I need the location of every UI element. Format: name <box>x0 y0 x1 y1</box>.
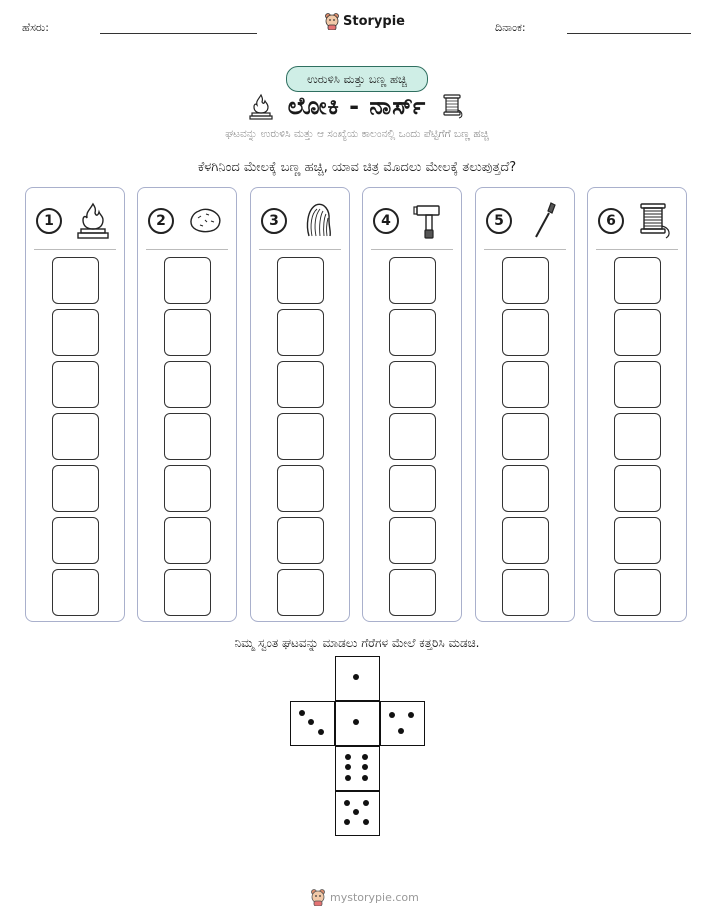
color-box[interactable] <box>277 361 324 408</box>
column-divider <box>371 249 453 250</box>
color-box[interactable] <box>52 517 99 564</box>
column-3 <box>250 187 350 622</box>
color-box[interactable] <box>164 257 211 304</box>
color-box[interactable] <box>52 465 99 512</box>
die-face-1 <box>335 656 380 701</box>
column-4 <box>362 187 462 622</box>
footer-url[interactable]: mystorypie.com <box>330 890 419 904</box>
color-box[interactable] <box>502 309 549 356</box>
name-line[interactable] <box>100 33 257 34</box>
brand-logo <box>324 12 405 30</box>
color-box[interactable] <box>389 257 436 304</box>
die-face-1 <box>335 701 380 746</box>
die-pip <box>299 710 305 716</box>
die-face-5 <box>335 791 380 836</box>
column-divider <box>484 249 566 250</box>
bear-logo-icon <box>324 12 340 30</box>
die-pip <box>362 775 368 781</box>
die-face-6 <box>335 746 380 791</box>
color-box[interactable] <box>502 517 549 564</box>
color-box[interactable] <box>277 413 324 460</box>
color-box[interactable] <box>164 309 211 356</box>
date-label: ದಿನಾಂಕ: <box>495 21 526 34</box>
color-box[interactable] <box>614 465 661 512</box>
color-box[interactable] <box>277 257 324 304</box>
column-number: 5 <box>486 208 512 234</box>
color-box[interactable] <box>52 257 99 304</box>
color-box[interactable] <box>52 361 99 408</box>
color-box[interactable] <box>164 413 211 460</box>
color-box[interactable] <box>277 517 324 564</box>
color-box[interactable] <box>164 569 211 616</box>
die-face-3 <box>290 701 335 746</box>
color-box[interactable] <box>164 465 211 512</box>
die-face-3 <box>380 701 425 746</box>
color-box[interactable] <box>52 309 99 356</box>
fire-altar-icon <box>248 92 274 120</box>
die-pip <box>353 719 359 725</box>
question: ಕೆಳಗಿನಿಂದ ಮೇಲಕ್ಕೆ ಬಣ್ಣ ಹಚ್ಚಿ, ಯಾವ ಚಿತ್ರ ಮೊದಲು ಮೇಲಕ್ಕೆ ತಲುಪುತ್ತದೆ? <box>197 160 517 175</box>
column-2 <box>137 187 237 622</box>
color-box[interactable] <box>277 569 324 616</box>
color-box[interactable] <box>389 569 436 616</box>
color-box[interactable] <box>614 257 661 304</box>
column-divider <box>146 249 228 250</box>
die-pip <box>398 728 404 734</box>
column-divider <box>596 249 678 250</box>
color-box[interactable] <box>389 465 436 512</box>
color-box[interactable] <box>614 309 661 356</box>
rock-icon <box>186 200 224 240</box>
page-title: ಲೋಕಿ - ನಾರ್ಸ್ <box>287 92 427 120</box>
color-box[interactable] <box>164 517 211 564</box>
fire-altar-icon <box>74 200 112 240</box>
brand-name: Storypie <box>343 13 405 29</box>
die-pip <box>345 775 351 781</box>
column-number: 1 <box>36 208 62 234</box>
die-pip <box>353 674 359 680</box>
color-box[interactable] <box>502 361 549 408</box>
hair-icon <box>299 200 337 240</box>
color-box[interactable] <box>52 413 99 460</box>
column-1 <box>25 187 125 622</box>
color-box[interactable] <box>614 361 661 408</box>
column-number: 3 <box>261 208 287 234</box>
die-pip <box>353 809 359 815</box>
die-pip <box>363 819 369 825</box>
spear-icon <box>524 200 562 240</box>
column-number: 2 <box>148 208 174 234</box>
color-box[interactable] <box>389 517 436 564</box>
color-box[interactable] <box>502 569 549 616</box>
column-5 <box>475 187 575 622</box>
die-pip <box>345 764 351 770</box>
color-box[interactable] <box>389 361 436 408</box>
column-number: 6 <box>598 208 624 234</box>
column-6 <box>587 187 687 622</box>
thread-spool-icon <box>440 92 466 120</box>
subtitle: ಘಟವನ್ನು ಉರುಳಿಸಿ ಮತ್ತು ಆ ಸಂಖ್ಯೆಯ ಕಾಲಂನಲ್ಲಿ ಒಂದು ಪೆಟ್ಟಿಗೆಗೆ ಬಣ್ಣ ಹಚ್ಚಿ <box>225 128 489 140</box>
bear-logo-icon <box>310 888 326 906</box>
cut-fold-instruction: ನಿಮ್ಮ ಸ್ವಂತ ಘಟವನ್ನು ಮಾಡಲು ಗೆರೆಗಳ ಮೇಲೆ ಕತ್ತರಿಸಿ ಮಡಚಿ. <box>234 636 480 650</box>
color-box[interactable] <box>277 309 324 356</box>
color-box[interactable] <box>502 257 549 304</box>
color-box[interactable] <box>164 361 211 408</box>
thread-spool-icon <box>636 200 674 240</box>
die-pip <box>408 712 414 718</box>
column-divider <box>259 249 341 250</box>
color-box[interactable] <box>502 465 549 512</box>
column-divider <box>34 249 116 250</box>
color-box[interactable] <box>614 569 661 616</box>
activity-pill: ಉರುಳಿಸಿ ಮತ್ತು ಬಣ್ಣ ಹಚ್ಚಿ <box>286 66 428 92</box>
die-pip <box>389 712 395 718</box>
die-pip <box>344 819 350 825</box>
die-pip <box>318 729 324 735</box>
column-number: 4 <box>373 208 399 234</box>
color-box[interactable] <box>614 413 661 460</box>
name-label: ಹೆಸರು: <box>22 21 49 34</box>
color-box[interactable] <box>502 413 549 460</box>
die-pip <box>363 800 369 806</box>
color-box[interactable] <box>389 413 436 460</box>
footer <box>310 888 419 906</box>
date-line[interactable] <box>567 33 691 34</box>
color-box[interactable] <box>614 517 661 564</box>
die-pip <box>344 800 350 806</box>
color-box[interactable] <box>52 569 99 616</box>
title-row <box>0 92 714 120</box>
color-box[interactable] <box>389 309 436 356</box>
color-box[interactable] <box>277 465 324 512</box>
die-pip <box>362 764 368 770</box>
die-pip <box>362 754 368 760</box>
hammer-icon <box>411 200 449 240</box>
die-pip <box>308 719 314 725</box>
die-pip <box>345 754 351 760</box>
